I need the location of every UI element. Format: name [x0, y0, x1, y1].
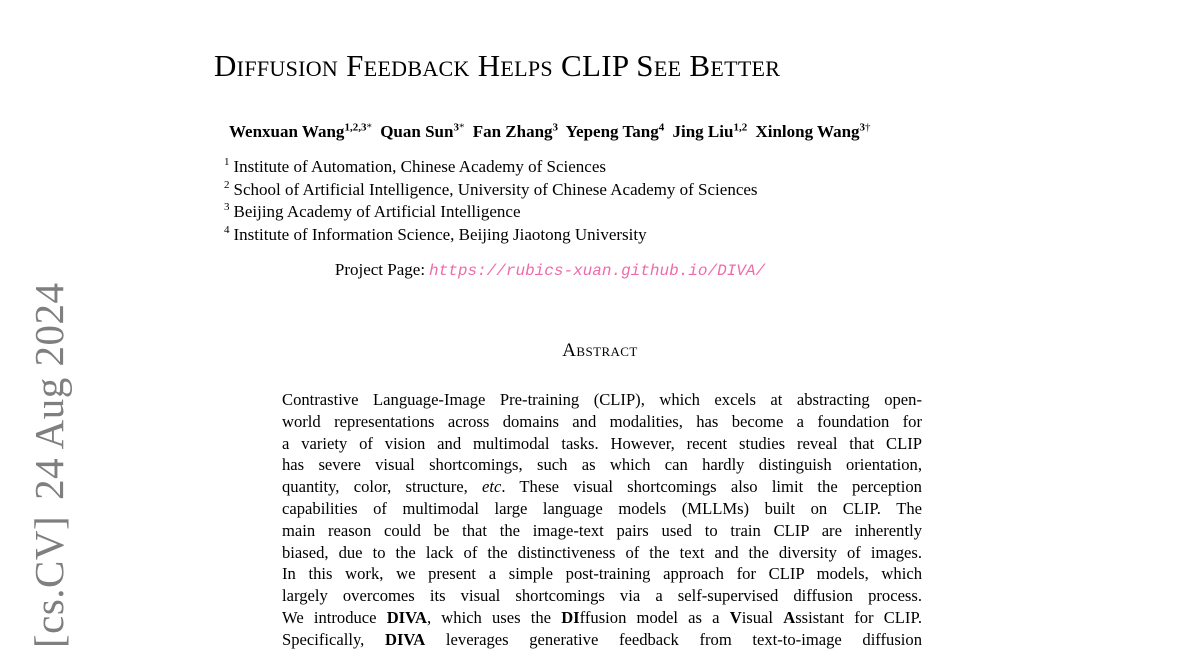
abstract-line: Contrastive Language-Image Pre-training (CLIP), which excels at abstracting open- [282, 390, 922, 409]
author [672, 122, 747, 141]
affiliation-text: Beijing Academy of Artificial Intelligence [233, 202, 521, 221]
abstract-line: biased, due to the lack of the distinctiveness of the text and the diversity of images. [282, 542, 922, 562]
author [566, 122, 665, 141]
paper-title: Diffusion Feedback Helps CLIP See Better [214, 48, 781, 83]
abstract-heading: Abstract [562, 340, 638, 361]
italic-etc: etc [481, 477, 502, 497]
abstract-line: has severe visual shortcomings, such as which can hardly distinguish orientation, [282, 455, 922, 475]
abstract-line: We introduce DIVA, which uses the DIffusion model as a Visual Assistant for CLIP. [282, 607, 922, 627]
method-name-bold: DIVA [384, 629, 426, 649]
affiliation-item [224, 179, 758, 202]
affiliation-number: 4 [224, 223, 230, 236]
author-name: Xinlong Wang [755, 122, 860, 141]
abstract-line: Specifically, DIVA leverages generative feedback from text-to-image diffusion [282, 629, 923, 649]
affiliation-number: 3 [224, 201, 230, 214]
abstract-line: main reason could be that the image-text pairs used to train CLIP are inherently [282, 520, 922, 540]
author-affiliation-marks: 3† [859, 121, 871, 134]
affiliation-text: School of Artificial Intelligence, University of Chinese Academy of Sciences [233, 179, 758, 199]
abstract-line: capabilities of multimodal large language models (MLLMs) built on CLIP. The [282, 498, 922, 518]
author-affiliation-marks: 3* [453, 121, 465, 134]
affiliation-number: 2 [224, 178, 230, 191]
arxiv-category: [cs.CV] [26, 515, 72, 648]
author-name: Jing Liu [672, 122, 734, 141]
affiliation-list [224, 156, 758, 246]
affiliation-text: Institute of Information Science, Beijing Jiaotong University [233, 224, 647, 244]
abstract-line: a variety of vision and multimodal tasks. However, recent studies reveal that CLIP [282, 433, 922, 453]
author-affiliation-marks: 4 [658, 121, 665, 134]
author-affiliation-marks: 3 [552, 121, 559, 134]
affiliation-number: 1 [224, 156, 230, 169]
author [755, 122, 870, 141]
author [380, 122, 464, 141]
abstract-line: largely overcomes its visual shortcomings via a self-supervised diffusion process. [282, 586, 922, 606]
abstract-line: In this work, we present a simple post-training approach for CLIP models, which [282, 564, 922, 584]
affiliation-text: Institute of Automation, Chinese Academy of Sciences [233, 157, 607, 176]
project-page-label: Project Page: [334, 260, 426, 279]
author [229, 122, 372, 141]
author-name: Quan Sun [380, 122, 454, 141]
author-affiliation-marks: 1,2 [733, 121, 748, 134]
project-page-line [0, 260, 1100, 280]
arxiv-date: 24 Aug 2024 [26, 282, 72, 500]
affiliation-item [224, 201, 758, 224]
author-name: Yepeng Tang [565, 122, 659, 141]
author-affiliation-marks: 1,2,3* [344, 121, 372, 134]
project-page-link[interactable]: https://rubics-xuan.github.io/DIVA/ [429, 262, 766, 280]
abstract-body [282, 389, 922, 651]
abstract-line: world representations across domains and modalities, has become a foundation for [282, 411, 922, 431]
affiliation-item [224, 156, 758, 179]
author-list [229, 122, 875, 142]
abstract-line: quantity, color, structure, etc. These visual shortcomings also limit the perception [282, 477, 922, 497]
method-name-bold: DIVA [386, 607, 427, 627]
author [473, 122, 558, 141]
author-name: Fan Zhang [472, 122, 553, 141]
affiliation-item [224, 224, 758, 247]
author-name: Wenxuan Wang [229, 122, 345, 141]
